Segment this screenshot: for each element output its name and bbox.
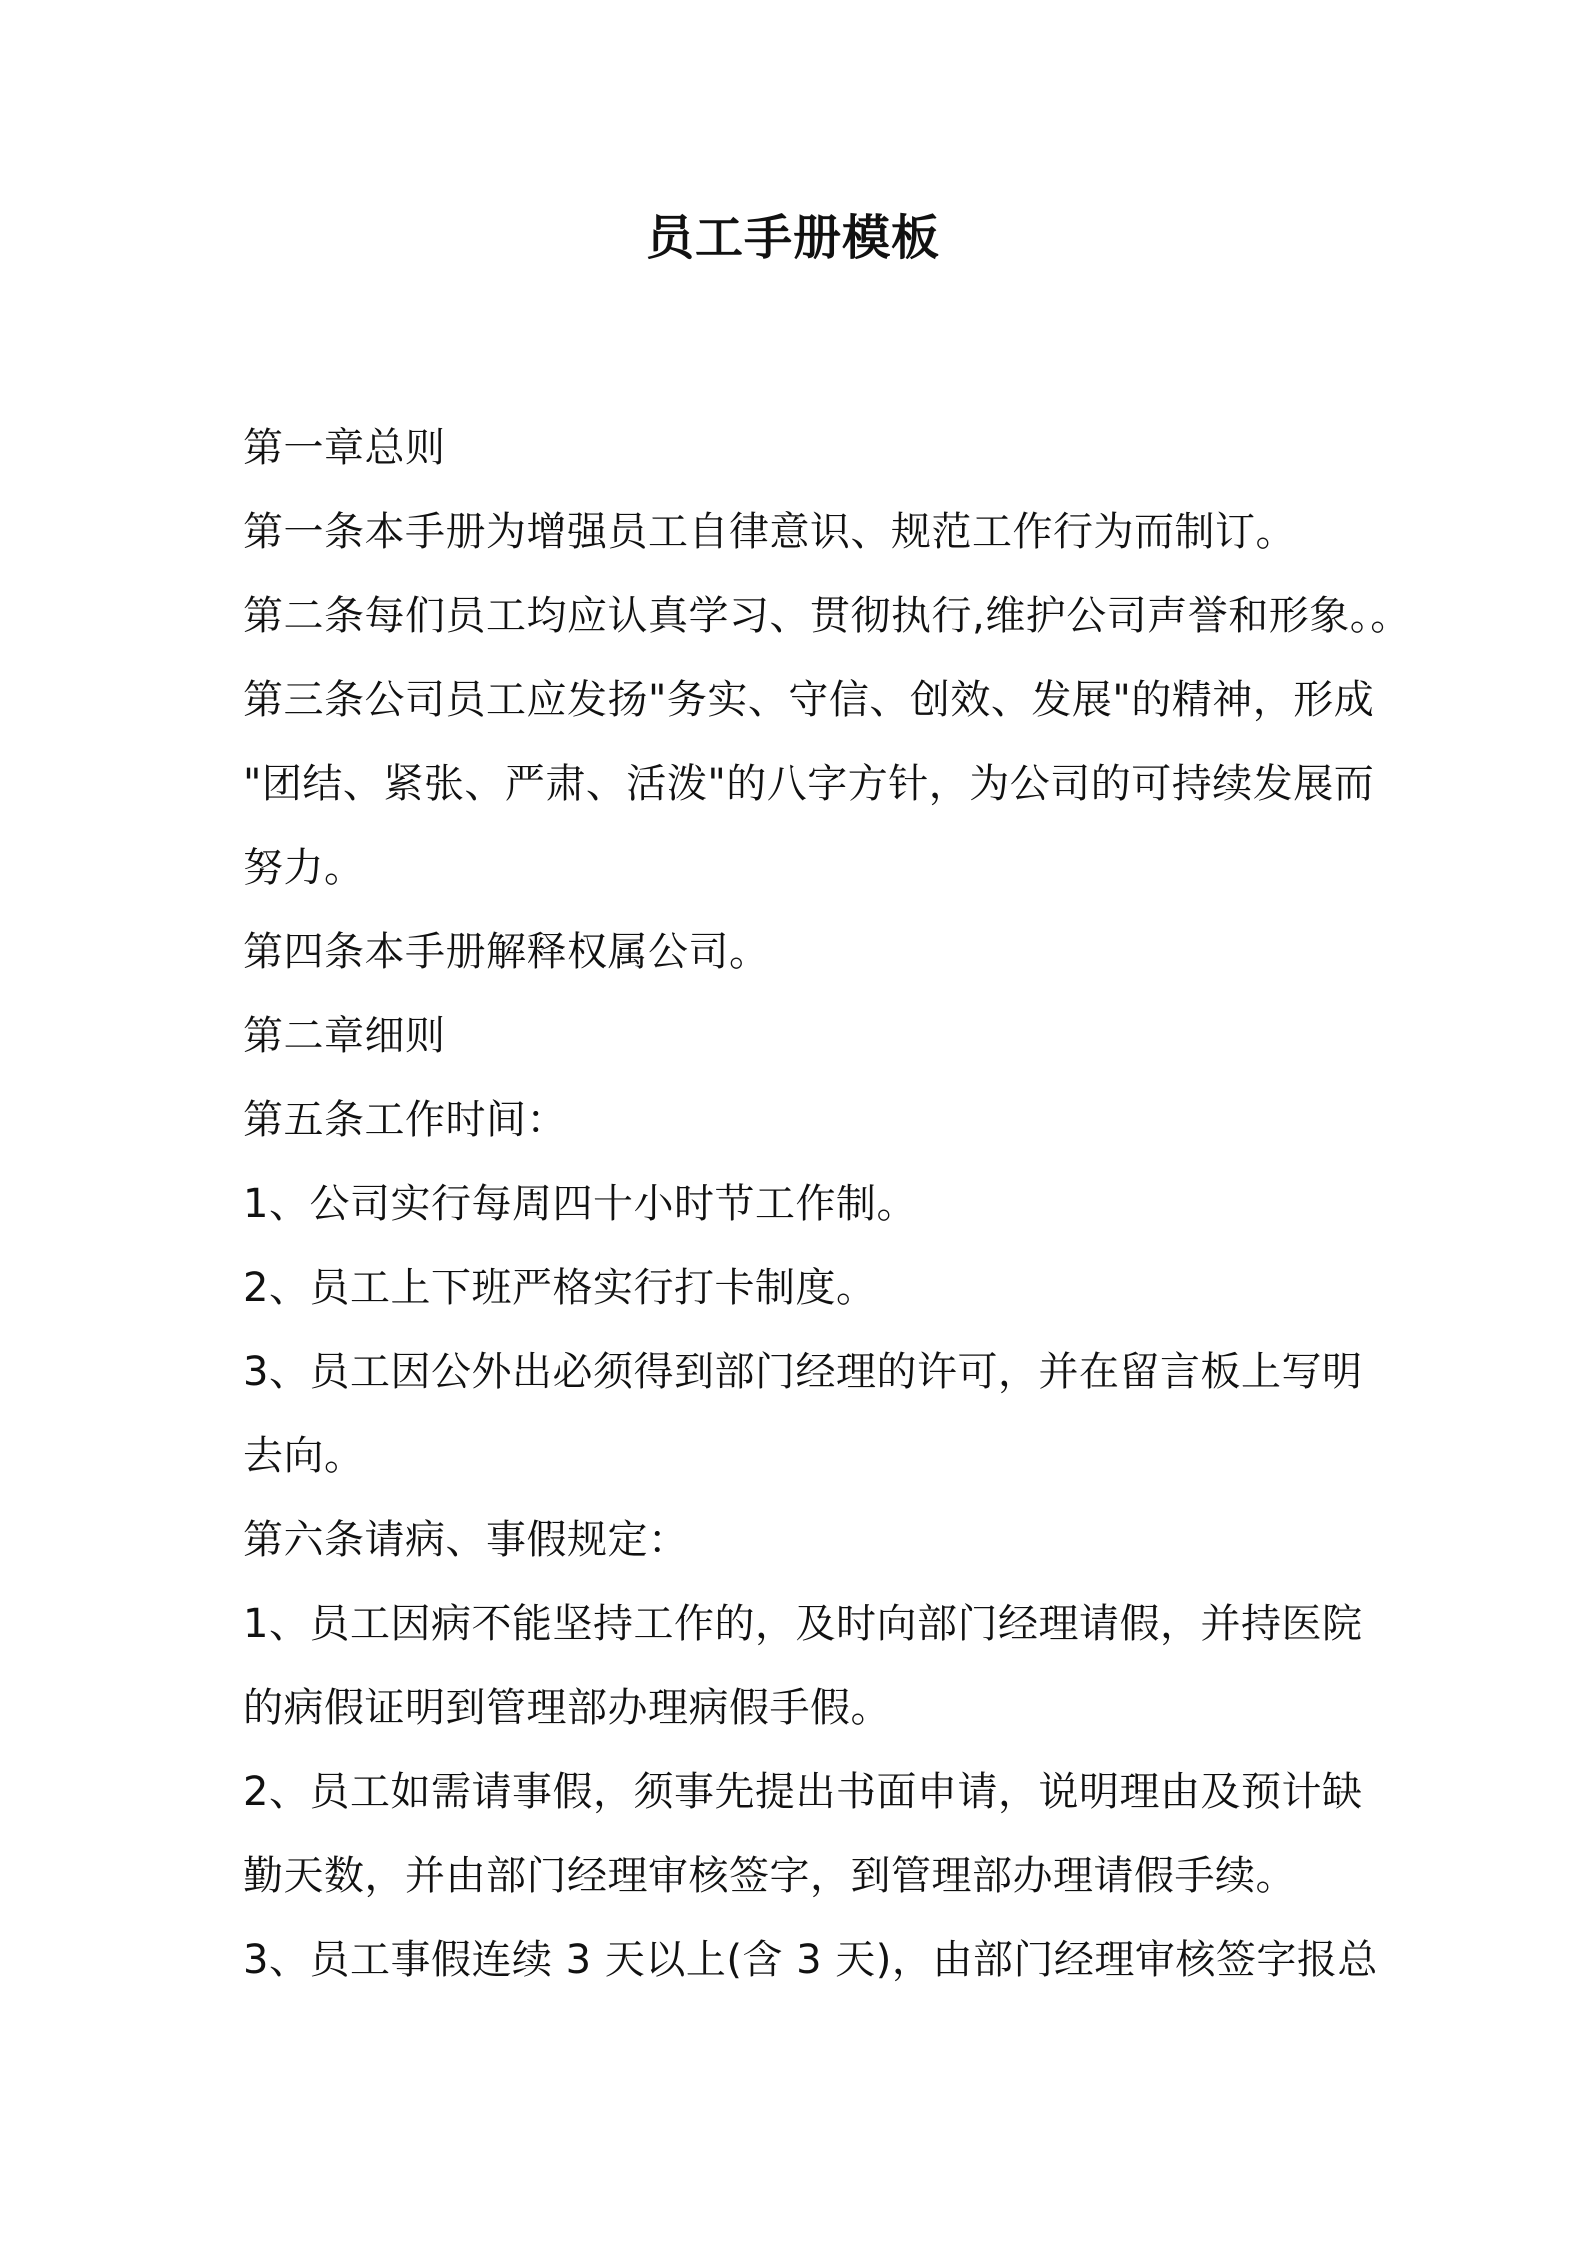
- chapter-heading-2: 第二章细则: [243, 1013, 446, 1059]
- paragraph-line: 努力。: [243, 845, 365, 891]
- list-item: 1、员工因病不能坚持工作的，及时向部门经理请假，并持医院: [243, 1601, 1363, 1647]
- list-item: 2、员工如需请事假，须事先提出书面申请，说明理由及预计缺: [243, 1769, 1363, 1815]
- chapter-heading-1: 第一章总则: [243, 425, 446, 471]
- list-item: 3、员工事假连续 3 天以上(含 3 天)，由部门经理审核签字报总: [243, 1937, 1378, 1983]
- paragraph-line: 第三条公司员工应发扬"务实、守信、创效、发展"的精神，形成: [243, 677, 1375, 723]
- list-item: 2、员工上下班严格实行打卡制度。: [243, 1265, 877, 1311]
- document-title: 员工手册模板: [645, 210, 940, 266]
- list-item: 3、员工因公外出必须得到部门经理的许可，并在留言板上写明: [243, 1349, 1363, 1395]
- list-item-continuation: 的病假证明到管理部办理病假手假。: [243, 1685, 891, 1731]
- list-item: 1、公司实行每周四十小时节工作制。: [243, 1181, 917, 1227]
- list-item-continuation: 勤天数，并由部门经理审核签字，到管理部办理请假手续。: [243, 1853, 1296, 1899]
- paragraph-line: "团结、紧张、严肃、活泼"的八字方针，为公司的可持续发展而: [243, 761, 1375, 807]
- paragraph-line: 第一条本手册为增强员工自律意识、规范工作行为而制订。: [243, 509, 1296, 555]
- list-item-continuation: 去向。: [243, 1433, 365, 1479]
- paragraph-line: 第二条每们员工均应认真学习、贯彻执行,维护公司声誉和形象。。: [243, 593, 1411, 639]
- paragraph-line: 第五条工作时间：: [243, 1097, 567, 1143]
- document-body: [243, 406, 1411, 2002]
- paragraph-line: 第四条本手册解释权属公司。: [243, 929, 770, 975]
- paragraph-line: 第六条请病、事假规定：: [243, 1517, 689, 1563]
